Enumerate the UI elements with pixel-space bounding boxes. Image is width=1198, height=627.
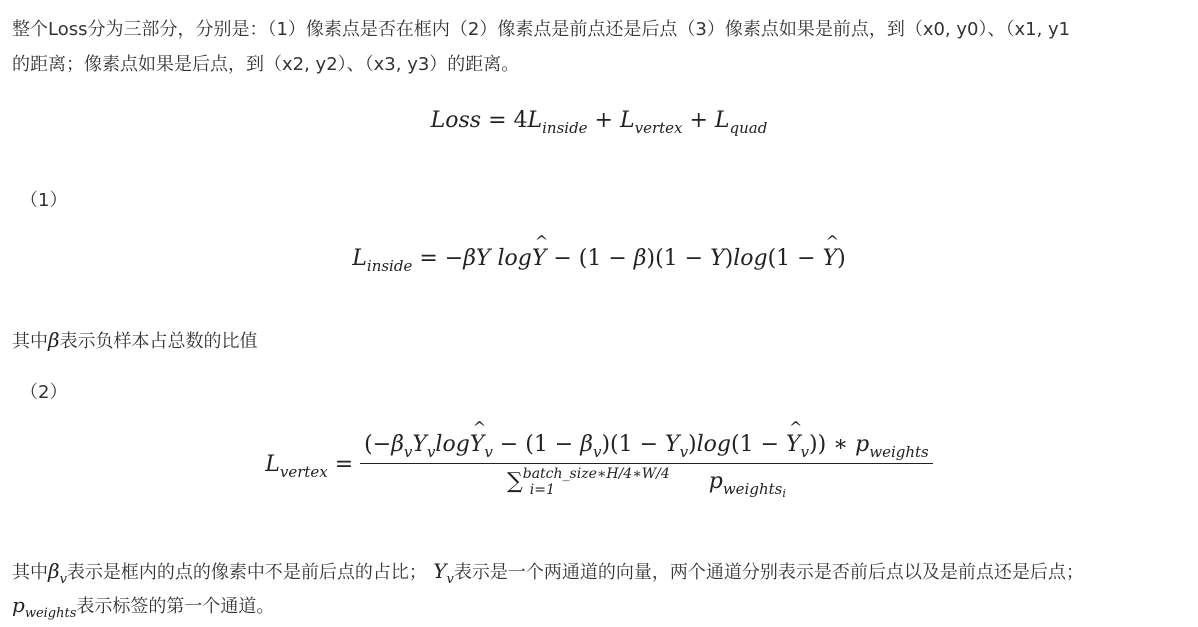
desc-part-3: 表示标签的第一个通道。 [76, 596, 275, 617]
vertex-description-line-1 [12, 558, 1084, 593]
vertex-description-line-2 [12, 592, 274, 627]
vertex-equation: $L_{vertex}$ = $\frac{(-\beta_vY_v\log Y \^{}_v - (1 - \beta_v)(1 - Y_v)\log(1 - Y \^{}_v)) ∗ p_{weights}}{\sum^{batch\_size∗H/4∗W/4}_{i=1} p_{weights_i}}$ [0, 432, 1198, 500]
beta-description [12, 327, 258, 355]
vertex-fraction [360, 432, 933, 500]
section-label-1: （1） [20, 190, 68, 211]
vertex-denominator: ∑$^{batch\_size∗H/4∗W/4}_{i=1}$ $p_{weights_i}$ [507, 466, 786, 500]
intro-line-1: 整个Loss分为三部分，分别是：（1）像素点是否在框内（2）像素点是前点还是后点（3）像素点如果是前点，到（x0, y0）、（x1, y1 [12, 19, 1071, 40]
vertex-numerator: ($-\beta_vY_v\log Y$ $\^{}_v - (1 - \beta_v)(1 - Y_v)\log(1 - Y$ $\^{}_v$)) ∗ $p_{weights}$ [360, 432, 933, 464]
section-label-2: （2） [20, 382, 68, 403]
p-weights-symbol: $p_{weights}$ [12, 593, 77, 621]
desc-part-1: 表示是框内的点的像素中不是前后点的占比； [66, 562, 427, 583]
y-v-symbol: $Y_v$ [426, 559, 454, 587]
loss-equation: Loss = $4L_{inside} + L_{vertex} + L_{quad}$ [430, 108, 768, 137]
beta-prefix: 其中 [12, 331, 48, 352]
intro-line-2: 的距离；像素点如果是后点，到（x2, y2）、（x3, y3）的距离。 [12, 54, 520, 75]
beta-v-symbol: $\beta_v$ [48, 559, 67, 587]
desc-part-2: 表示是一个两通道的向量，两个通道分别表示是否前后点以及是前点还是后点； [453, 562, 1084, 583]
beta-symbol: β [48, 328, 60, 352]
inside-equation: $L_{inside} = -\beta Y$ logY ^ − (1 − β)(1 − Y)log(1 − Y ^) [0, 246, 1198, 275]
beta-suffix: 表示负样本占总数的比值 [59, 331, 258, 352]
desc-prefix: 其中 [12, 562, 48, 583]
